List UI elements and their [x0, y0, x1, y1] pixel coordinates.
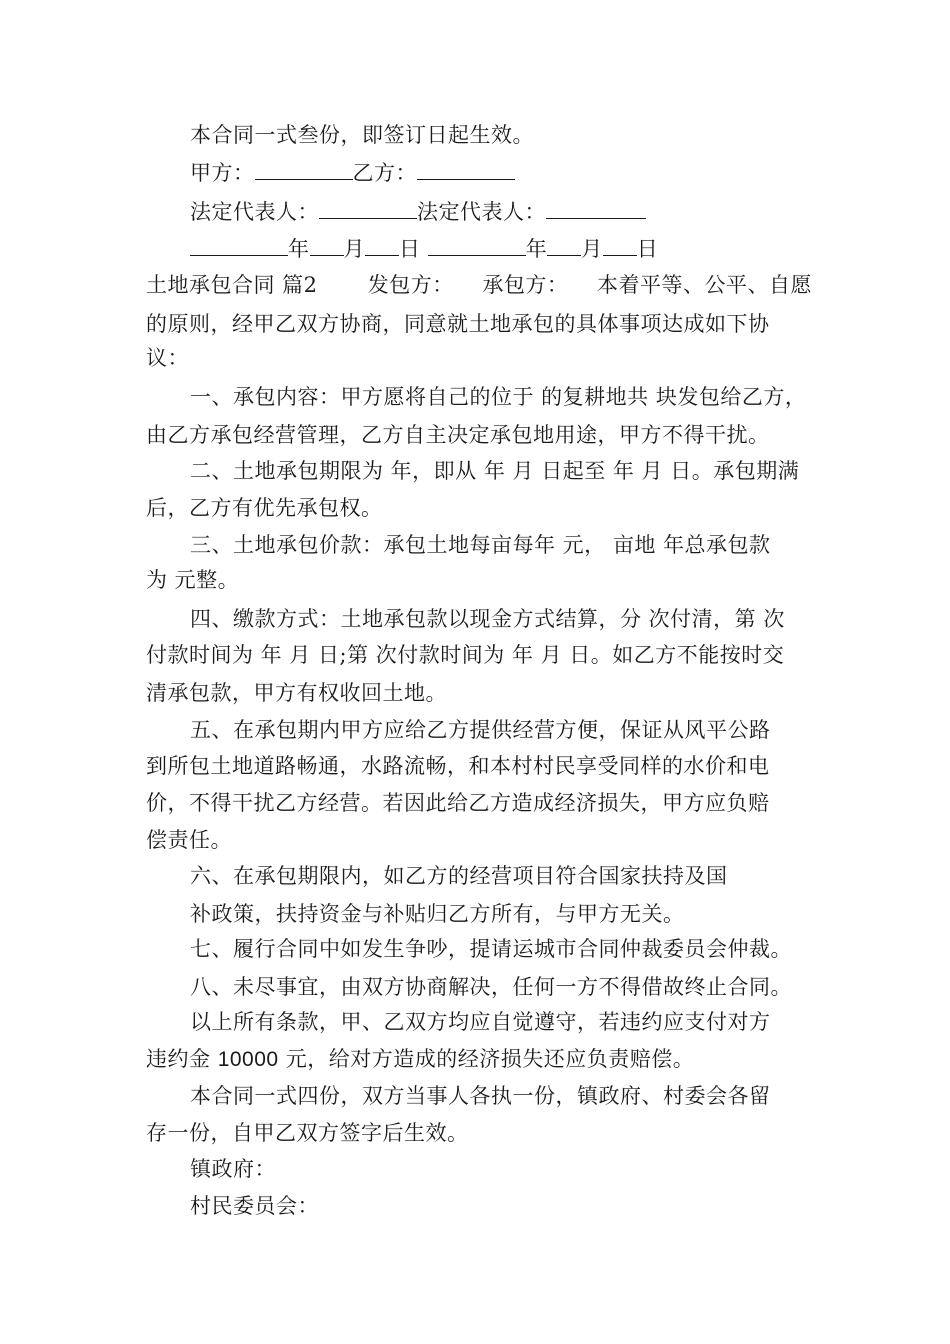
- clause-4-line-2: 付款时间为 年 月 日;第 次付款时间为 年 月 日。如乙方不能按时交: [146, 643, 785, 667]
- town-gov-label: 镇政府：: [190, 1157, 276, 1181]
- clause-6-line-2: 补政策，扶持资金与补贴归乙方所有，与甲方无关。: [190, 902, 685, 926]
- contract-title-line: 土地承包合同 篇2 发包方： 承包方： 本着平等、公平、自愿: [146, 273, 813, 297]
- year-blank-a: [190, 233, 288, 256]
- penalty-line-2: [146, 1044, 694, 1075]
- penalty-line-1: 以上所有条款，甲、乙双方均应自觉遵守，若违约应支付对方: [190, 1010, 771, 1034]
- clause-1-line-1: 一、承包内容：甲方愿将自己的位于 的复耕地共 块发包给乙方，: [190, 385, 807, 409]
- penalty-suffix: 元，给对方造成的经济损失还应负责赔偿。: [278, 1047, 695, 1071]
- village-committee-label: 村民委员会：: [190, 1194, 319, 1218]
- day-blank-b: [603, 233, 637, 256]
- party-a-blank: [255, 157, 353, 180]
- parties-line: [190, 157, 515, 188]
- month-label: 月: [343, 237, 365, 261]
- clause-5-line-3: 价，不得干扰乙方经营。若因此给乙方造成经济损失，甲方应负赔: [146, 791, 770, 815]
- clause-1-line-2: 由乙方承包经营管理，乙方自主决定承包地用途，甲方不得干扰。: [146, 423, 770, 447]
- penalty-amount: 10000: [217, 1048, 279, 1071]
- penalty-prefix: 违约金: [146, 1047, 218, 1071]
- legal-rep-line: [190, 196, 646, 227]
- day-label: 日: [636, 237, 659, 261]
- clause-8: 八、未尽事宜，由双方协商解决，任何一方不得借故终止合同。: [190, 975, 792, 999]
- month-blank-b: [547, 233, 581, 256]
- year-blank-b: [428, 233, 526, 256]
- clause-3-line-1: 三、土地承包价款：承包土地每亩每年 元， 亩地 年总承包款: [190, 533, 771, 557]
- month-label: 月: [581, 237, 603, 261]
- copies-line: 本合同一式叁份，即签订日起生效。: [190, 123, 534, 147]
- legal-rep-a-blank: [319, 196, 417, 219]
- clause-5-line-4: 偿责任。: [146, 828, 232, 852]
- clause-7: 七、履行合同中如发生争吵，提请运城市合同仲裁委员会仲裁。: [190, 937, 792, 961]
- clause-5-line-2: 到所包土地道路畅通，水路流畅，和本村村民享受同样的水价和电: [146, 754, 770, 778]
- clause-2-line-1: 二、土地承包期限为 年，即从 年 月 日起至 年 月 日。承包期满: [190, 459, 800, 483]
- legal-rep-label-a: 法定代表人：: [190, 200, 319, 224]
- intro-line-3: 议：: [146, 346, 189, 370]
- day-blank-a: [365, 233, 399, 256]
- day-label: 日: [399, 237, 421, 261]
- year-label: 年: [525, 237, 548, 261]
- clause-6-line-1: 六、在承包期限内，如乙方的经营项目符合国家扶持及国: [190, 864, 728, 888]
- copies-line-2: 存一份，自甲乙双方签字后生效。: [146, 1121, 469, 1145]
- year-label: 年: [288, 237, 310, 261]
- clause-4-line-1: 四、缴款方式：土地承包款以现金方式结算，分 次付清，第 次: [190, 607, 785, 631]
- clause-4-line-3: 清承包款，甲方有权收回土地。: [146, 681, 447, 705]
- copies-line-1: 本合同一式四份，双方当事人各执一份，镇政府、村委会各留: [190, 1084, 771, 1108]
- date-line: [190, 233, 658, 264]
- legal-rep-b-blank: [546, 196, 646, 219]
- clause-3-line-2: 为 元整。: [146, 568, 240, 592]
- party-b-label: 乙方：: [352, 161, 417, 185]
- intro-line-2: 的原则，经甲乙双方协商，同意就土地承包的具体事项达成如下协: [146, 312, 770, 336]
- clause-2-line-2: 后，乙方有优先承包权。: [146, 496, 383, 520]
- party-a-label: 甲方：: [190, 161, 255, 185]
- party-b-blank: [417, 157, 515, 180]
- month-blank-a: [310, 233, 344, 256]
- clause-5-line-1: 五、在承包期内甲方应给乙方提供经营方便，保证从风平公路: [190, 718, 771, 742]
- legal-rep-label-b: 法定代表人：: [417, 200, 546, 224]
